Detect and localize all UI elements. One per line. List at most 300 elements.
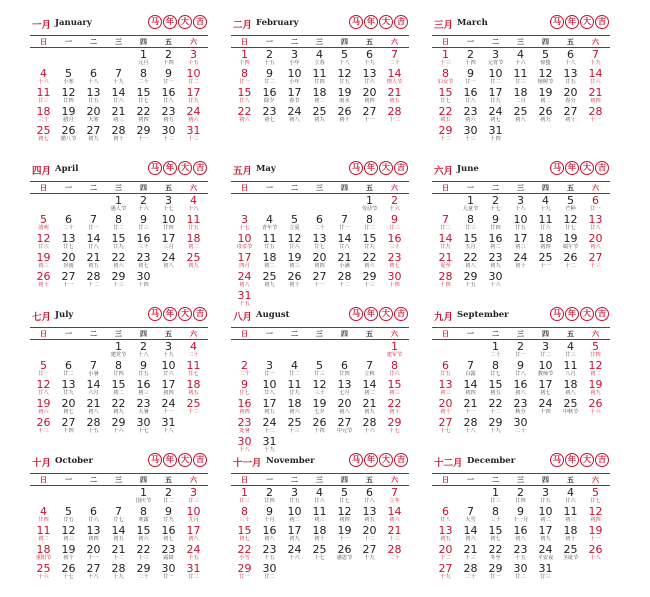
day-cell <box>56 125 81 144</box>
day-number: 11 <box>563 505 578 518</box>
month-title-english: September <box>457 310 509 320</box>
day-cell <box>533 525 558 544</box>
day-cell <box>131 125 156 144</box>
day-cell <box>282 214 307 233</box>
lunar-label: 廿二 <box>490 79 501 85</box>
day-number: 24 <box>237 270 252 283</box>
weekday-label: 二 <box>90 330 97 338</box>
day-cell <box>357 233 382 252</box>
day-cell <box>131 49 156 68</box>
day-number: 9 <box>241 378 248 391</box>
day-number: 16 <box>513 524 528 537</box>
seal-stamp: 年 <box>163 453 177 467</box>
day-number: 14 <box>86 232 101 245</box>
lunar-label: 十五 <box>264 60 275 66</box>
lunar-label: 初五 <box>188 390 199 396</box>
lunar-label: 十二 <box>264 428 275 434</box>
lunar-label: 十四 <box>239 60 250 66</box>
month-panel <box>231 160 409 307</box>
day-number: 4 <box>291 359 298 372</box>
seal-stamp: 马 <box>148 453 162 467</box>
seal-stamp: 吉 <box>193 161 207 175</box>
day-cell <box>357 544 382 563</box>
month-title-english: March <box>457 18 488 28</box>
day-number: 11 <box>563 359 578 372</box>
day-number: 16 <box>387 232 402 245</box>
day-cell <box>558 214 583 233</box>
lunar-label: 廿三 <box>515 79 526 85</box>
lunar-label: 廿六 <box>163 371 174 377</box>
weekday-label: 一 <box>467 184 474 192</box>
calendar-grid <box>30 14 610 589</box>
lunar-label: 十六 <box>515 60 526 66</box>
day-cell <box>131 525 156 544</box>
day-cell <box>156 398 181 417</box>
day-cell <box>382 214 407 233</box>
lunar-label: 八月 <box>565 371 576 377</box>
day-cell <box>257 233 282 252</box>
day-number: 10 <box>186 67 201 80</box>
day-cell <box>332 525 357 544</box>
lunar-label: 初七 <box>138 263 149 269</box>
day-cell <box>106 233 131 252</box>
day-number: 21 <box>86 251 101 264</box>
day-number: 12 <box>538 67 553 80</box>
day-cell <box>257 563 282 582</box>
day-cell <box>181 68 206 87</box>
day-cell <box>508 233 533 252</box>
weekday-label: 日 <box>442 38 449 46</box>
day-cell <box>81 506 106 525</box>
seal-stamp: 吉 <box>595 161 609 175</box>
seal-stamps <box>550 161 609 175</box>
day-cell <box>56 271 81 290</box>
lunar-label: 廿三 <box>465 225 476 231</box>
day-cell <box>31 271 56 290</box>
day-cell <box>232 252 257 271</box>
day-number: 4 <box>316 486 323 499</box>
lunar-label: 二十 <box>389 555 400 561</box>
day-number: 6 <box>90 67 97 80</box>
lunar-label: 母亲节 <box>236 244 253 250</box>
day-number: 21 <box>387 524 402 537</box>
lunar-label: 初九 <box>289 536 300 542</box>
day-number: 16 <box>161 86 176 99</box>
day-number: 2 <box>165 486 172 499</box>
day-cell <box>458 563 483 582</box>
day-cell <box>282 106 307 125</box>
lunar-label: 十八 <box>590 555 601 561</box>
day-number: 6 <box>90 505 97 518</box>
lunar-label: 十二 <box>113 555 124 561</box>
lunar-label: 廿八 <box>440 517 451 523</box>
day-number: 22 <box>237 543 252 556</box>
day-number: 3 <box>542 340 549 353</box>
day-number: 8 <box>115 359 122 372</box>
day-cell <box>533 252 558 271</box>
seal-stamp: 吉 <box>595 307 609 321</box>
day-cell <box>382 106 407 125</box>
weekday-header <box>30 181 208 194</box>
day-number: 20 <box>362 86 377 99</box>
lunar-label: 廿九 <box>163 517 174 523</box>
lunar-label: 十四 <box>490 136 501 142</box>
day-cell <box>282 544 307 563</box>
day-number: 14 <box>588 67 603 80</box>
day-cell <box>307 214 332 233</box>
lunar-label: 十六 <box>38 79 49 85</box>
day-cell <box>131 87 156 106</box>
day-cell <box>458 360 483 379</box>
day-number: 17 <box>161 232 176 245</box>
day-cell <box>357 525 382 544</box>
day-number: 8 <box>366 213 373 226</box>
lunar-label: 初九 <box>188 263 199 269</box>
day-number: 30 <box>387 270 402 283</box>
day-cell <box>458 271 483 290</box>
day-number: 19 <box>337 524 352 537</box>
month-title-chinese: 十一月 <box>233 458 262 469</box>
day-number: 28 <box>387 105 402 118</box>
weekday-label: 日 <box>40 330 47 338</box>
day-number: 1 <box>492 340 499 353</box>
lunar-label: 小寒 <box>63 79 74 85</box>
day-number: 8 <box>241 505 248 518</box>
day-cell <box>508 417 533 436</box>
day-cell <box>357 487 382 506</box>
day-number: 19 <box>563 232 578 245</box>
day-number: 12 <box>287 232 302 245</box>
seal-stamp: 吉 <box>193 15 207 29</box>
day-cell <box>433 525 458 544</box>
lunar-label: 初三 <box>38 263 49 269</box>
lunar-label: 腊八节 <box>60 136 77 142</box>
lunar-label: 中秋节 <box>562 409 579 415</box>
weekday-label: 一 <box>467 476 474 484</box>
day-cell <box>307 487 332 506</box>
lunar-label: 十六 <box>138 206 149 212</box>
lunar-label: 初三 <box>63 536 74 542</box>
lunar-label: 小雪 <box>239 555 250 561</box>
weekday-label: 二 <box>90 38 97 46</box>
weekday-label: 日 <box>241 476 248 484</box>
day-cell <box>307 525 332 544</box>
month-title-chinese: 一月 <box>32 20 52 31</box>
day-number: 1 <box>241 486 248 499</box>
seal-stamps <box>550 15 609 29</box>
day-number: 24 <box>488 105 503 118</box>
seal-stamp: 吉 <box>394 161 408 175</box>
day-number: 10 <box>538 505 553 518</box>
day-cell <box>433 125 458 144</box>
month-panel <box>432 160 610 297</box>
day-number: 25 <box>312 105 327 118</box>
lunar-label: 初三 <box>138 390 149 396</box>
day-number: 23 <box>237 416 252 429</box>
day-number: 27 <box>61 270 76 283</box>
day-number: 10 <box>262 378 277 391</box>
day-number: 21 <box>463 543 478 556</box>
day-cell <box>458 525 483 544</box>
day-cell <box>282 68 307 87</box>
lunar-label: 初九 <box>88 136 99 142</box>
day-cell <box>533 379 558 398</box>
lunar-label: 立冬 <box>389 498 400 504</box>
day-cell <box>382 360 407 379</box>
weekday-label: 六 <box>391 330 398 338</box>
day-cell <box>332 271 357 290</box>
lunar-label: 初三 <box>515 244 526 250</box>
day-cell <box>533 563 558 582</box>
day-cell <box>307 106 332 125</box>
day-number: 12 <box>36 232 51 245</box>
lunar-label: 小暑 <box>88 371 99 377</box>
day-number: 30 <box>513 562 528 575</box>
day-number: 18 <box>312 86 327 99</box>
weekday-header <box>30 473 208 486</box>
day-number: 15 <box>438 86 453 99</box>
lunar-label: 十二 <box>339 282 350 288</box>
day-number: 23 <box>262 105 277 118</box>
day-number: 3 <box>190 48 197 61</box>
lunar-label: 廿六 <box>565 498 576 504</box>
lunar-label: 廿五 <box>138 371 149 377</box>
day-number: 30 <box>136 270 151 283</box>
lunar-label: 廿九 <box>113 244 124 250</box>
day-number: 25 <box>36 562 51 575</box>
weekday-label: 三 <box>316 38 323 46</box>
weekday-label: 四 <box>341 330 348 338</box>
day-cell <box>131 233 156 252</box>
day-cell <box>131 341 156 360</box>
lunar-label: 谷雨 <box>63 263 74 269</box>
day-number: 1 <box>391 340 398 353</box>
day-cell <box>181 87 206 106</box>
day-number: 28 <box>362 416 377 429</box>
day-cell <box>382 398 407 417</box>
weekday-label: 四 <box>140 476 147 484</box>
lunar-label: 廿四 <box>490 225 501 231</box>
lunar-label: 十九 <box>440 574 451 580</box>
day-cell <box>282 252 307 271</box>
lunar-label: 十一 <box>540 263 551 269</box>
day-number: 31 <box>186 124 201 137</box>
weekday-label: 三 <box>517 330 524 338</box>
day-cell <box>232 233 257 252</box>
lunar-label: 十三 <box>38 428 49 434</box>
lunar-label: 元宵节 <box>487 60 504 66</box>
day-number: 5 <box>567 194 574 207</box>
weekday-header <box>231 181 409 194</box>
lunar-label: 初二 <box>113 390 124 396</box>
day-cell <box>156 49 181 68</box>
day-number: 24 <box>262 416 277 429</box>
day-cell <box>508 398 533 417</box>
weekday-label: 四 <box>341 476 348 484</box>
lunar-label: 初二 <box>364 390 375 396</box>
day-cell <box>483 487 508 506</box>
lunar-label: 十九 <box>364 555 375 561</box>
day-number: 5 <box>291 213 298 226</box>
weekday-label: 三 <box>115 184 122 192</box>
day-cell <box>131 398 156 417</box>
day-cell <box>382 487 407 506</box>
lunar-label: 十月 <box>264 517 275 523</box>
lunar-label: 小满 <box>339 263 350 269</box>
day-cell <box>56 233 81 252</box>
month-header <box>231 306 409 326</box>
day-number: 25 <box>513 105 528 118</box>
lunar-label: 初五 <box>440 117 451 123</box>
seal-stamp: 马 <box>550 307 564 321</box>
weekday-label: 日 <box>40 38 47 46</box>
day-number: 22 <box>488 397 503 410</box>
lunar-label: 初六 <box>188 117 199 123</box>
lunar-label: 国庆节 <box>135 498 152 504</box>
day-number: 23 <box>136 251 151 264</box>
lunar-label: 十二 <box>389 117 400 123</box>
day-number: 3 <box>165 340 172 353</box>
day-cell <box>31 125 56 144</box>
day-number: 11 <box>513 67 528 80</box>
day-number: 1 <box>140 486 147 499</box>
lunar-label: 廿九 <box>188 98 199 104</box>
day-number: 17 <box>538 378 553 391</box>
weekday-label: 三 <box>316 476 323 484</box>
lunar-label: 廿五 <box>540 498 551 504</box>
day-number: 7 <box>90 359 97 372</box>
day-number: 7 <box>391 48 398 61</box>
lunar-label: 初九 <box>540 536 551 542</box>
lunar-label: 处暑 <box>239 428 250 434</box>
lunar-label: 十二 <box>565 263 576 269</box>
lunar-label: 初九 <box>364 409 375 415</box>
weekday-label: 六 <box>592 38 599 46</box>
lunar-label: 廿八 <box>38 390 49 396</box>
lunar-label: 廿六 <box>389 371 400 377</box>
lunar-label: 初十 <box>389 409 400 415</box>
lunar-label: 十一 <box>163 409 174 415</box>
month-panel <box>432 306 610 443</box>
day-cell <box>156 563 181 582</box>
day-number: 7 <box>467 505 474 518</box>
day-number: 5 <box>542 48 549 61</box>
day-cell <box>307 417 332 436</box>
day-number: 4 <box>567 340 574 353</box>
weekday-label: 五 <box>165 330 172 338</box>
seal-stamps <box>148 15 207 29</box>
day-cell <box>31 525 56 544</box>
lunar-label: 廿四 <box>515 498 526 504</box>
weekday-label: 四 <box>140 38 147 46</box>
day-cell <box>106 106 131 125</box>
day-cell <box>156 68 181 87</box>
day-number: 8 <box>391 359 398 372</box>
lunar-label: 初三 <box>113 117 124 123</box>
day-number: 5 <box>65 505 72 518</box>
day-number: 28 <box>588 105 603 118</box>
day-number: 3 <box>492 48 499 61</box>
month-header <box>30 452 208 472</box>
lunar-label: 初七 <box>239 536 250 542</box>
day-number: 11 <box>186 359 201 372</box>
day-cell <box>483 214 508 233</box>
day-number: 5 <box>65 67 72 80</box>
weekday-label: 二 <box>90 184 97 192</box>
day-number: 21 <box>387 86 402 99</box>
lunar-label: 廿六 <box>590 79 601 85</box>
lunar-label: 二十 <box>314 225 325 231</box>
day-cell <box>106 125 131 144</box>
lunar-label: 廿五 <box>63 517 74 523</box>
lunar-label: 十八 <box>239 447 250 453</box>
lunar-label: 秋分 <box>515 409 526 415</box>
day-cell <box>508 379 533 398</box>
day-number: 4 <box>517 48 524 61</box>
day-cell <box>483 506 508 525</box>
weekday-label: 五 <box>165 38 172 46</box>
day-number: 1 <box>115 340 122 353</box>
day-cell <box>156 360 181 379</box>
seal-stamp: 年 <box>163 161 177 175</box>
lunar-label: 立夏 <box>289 225 300 231</box>
weekday-header <box>231 35 409 48</box>
weekday-label: 一 <box>266 184 273 192</box>
lunar-label: 立春 <box>314 60 325 66</box>
day-number: 5 <box>341 486 348 499</box>
lunar-label: 十四 <box>440 282 451 288</box>
day-number: 19 <box>36 251 51 264</box>
lunar-label: 十九 <box>113 79 124 85</box>
day-cell <box>508 341 533 360</box>
lunar-label: 儿童节 <box>462 206 479 212</box>
day-cell <box>583 487 608 506</box>
day-cell <box>307 398 332 417</box>
day-number: 6 <box>65 213 72 226</box>
weekday-label: 五 <box>366 38 373 46</box>
lunar-label: 廿二 <box>289 371 300 377</box>
day-number: 11 <box>262 232 277 245</box>
lunar-label: 廿七 <box>314 244 325 250</box>
day-number: 12 <box>36 378 51 391</box>
day-number: 9 <box>391 213 398 226</box>
day-number: 9 <box>467 67 474 80</box>
day-cell <box>307 379 332 398</box>
day-cell <box>483 525 508 544</box>
day-number: 18 <box>513 86 528 99</box>
lunar-label: 十三 <box>138 555 149 561</box>
lunar-label: 初三 <box>440 390 451 396</box>
seal-stamps <box>349 15 408 29</box>
seal-stamp: 大 <box>580 453 594 467</box>
lunar-label: 十九 <box>264 447 275 453</box>
day-cell <box>583 341 608 360</box>
day-number: 2 <box>266 48 273 61</box>
day-cell <box>357 379 382 398</box>
day-cell <box>31 417 56 436</box>
weekday-label: 日 <box>241 38 248 46</box>
day-cell <box>257 398 282 417</box>
month-title-english: July <box>55 310 74 320</box>
day-cell <box>307 252 332 271</box>
day-cell <box>533 341 558 360</box>
day-cell <box>483 252 508 271</box>
month-title-chinese: 三月 <box>434 20 454 31</box>
lunar-label: 十二 <box>364 536 375 542</box>
day-cell <box>483 360 508 379</box>
lunar-label: 廿六 <box>364 79 375 85</box>
lunar-label: 廿四 <box>113 371 124 377</box>
